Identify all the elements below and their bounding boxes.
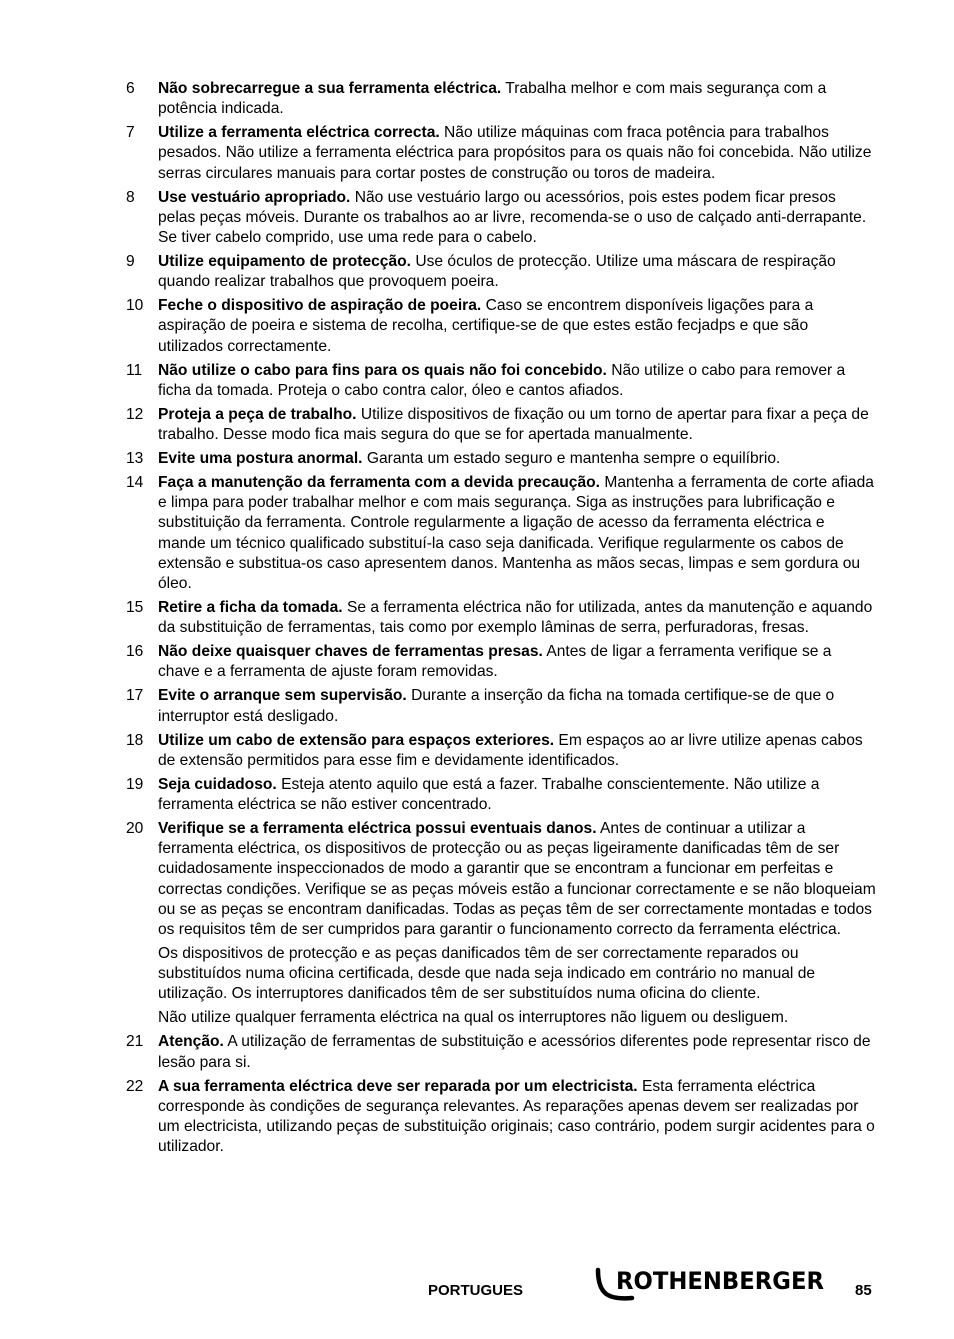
item-body: Garanta um estado seguro e mantenha sempre o equilíbrio. (366, 450, 781, 468)
item-text (158, 79, 876, 119)
list-item (126, 598, 876, 638)
item-title: Utilize um cabo de extensão para espaços exteriores. (158, 731, 555, 749)
item-body: Não use vestuário largo ou acessórios, pois estes podem ficar presos pelas peças móveis. Durante os trabalhos ao ar livre, recomenda-se o uso de calçado anti-derrapante. Se tiver cabelo comprido, use uma rede para o cabelo. (158, 188, 867, 247)
item-title: Feche o dispositivo de aspiração de poeira. (158, 297, 482, 315)
item-number: 14 (126, 474, 144, 492)
item-number: 18 (126, 731, 144, 749)
item-body: Esta ferramenta eléctrica corresponde às condições de segurança relevantes. As reparações apenas devem ser realizadas por um electricista, utilizando peças de substituição originais; caso contrário, podem surgir acidentes para o utilizador. (158, 1077, 875, 1156)
item-title: Não utilize o cabo para fins para os quais não foi concebido. (158, 361, 607, 379)
rothenberger-logo (594, 1262, 834, 1302)
list-item (126, 775, 876, 815)
list-item (126, 79, 876, 119)
item-title: Evite o arranque sem supervisão. (158, 687, 407, 705)
item-number: 11 (126, 361, 143, 379)
page-number: 85 (855, 1282, 872, 1299)
item-number: 22 (126, 1077, 144, 1095)
item-text (158, 1032, 876, 1072)
item-number: 13 (126, 450, 144, 468)
item-extra-paragraph: Não utilize qualquer ferramenta eléctrica na qual os interruptores não liguem ou desliguem. (158, 1009, 789, 1027)
item-number: 15 (126, 599, 144, 617)
item-title: Atenção. (158, 1033, 224, 1051)
item-body: Antes de ligar a ferramenta verifique se a chave e a ferramenta de ajuste foram removidas. (158, 643, 832, 681)
item-body: Em espaços ao ar livre utilize apenas cabos de extensão permitidos para esse fim e devidamente identificados. (158, 731, 863, 769)
item-body: Use óculos de protecção. Utilize uma máscara de respiração quando realizar trabalhos que provoquem poeira. (158, 253, 836, 291)
item-number: 10 (126, 297, 144, 315)
safety-instructions-list (126, 79, 876, 1161)
item-text (158, 296, 876, 357)
footer-language: PORTUGUES (428, 1282, 524, 1299)
item-text (158, 819, 876, 1029)
item-body: Trabalha melhor e com mais segurança com a potência indicada. (158, 80, 827, 118)
item-body: A utilização de ferramentas de substituição e acessórios diferentes pode representar risco de lesão para si. (158, 1033, 871, 1071)
item-number: 17 (126, 687, 144, 705)
item-text (158, 598, 876, 638)
item-text (158, 449, 876, 469)
item-number: 19 (126, 775, 144, 793)
list-item (126, 361, 876, 401)
item-text (158, 123, 876, 184)
item-title: Evite uma postura anormal. (158, 450, 363, 468)
item-text (158, 686, 876, 726)
item-number: 6 (126, 80, 135, 97)
list-item (126, 123, 876, 184)
list-item (126, 731, 876, 771)
item-text (158, 731, 876, 771)
list-item (126, 473, 876, 594)
item-body: Antes de continuar a utilizar a ferramenta eléctrica, os dispositivos de protecção ou as peças ligeiramente danificadas têm de ser cuidadosamente inspeccionados de modo a garantir que se encontram a funcionar em perfeitas e correctas condições. Verifique se as peças móveis estão a funcionar correctamente e se não bloqueiam ou se as peças se encontram danificadas. Todas as peças têm de ser correctamente montadas e todos os requisitos têm de ser cumpridos para garantir o funcionamento correcto da ferramenta eléctrica. (158, 820, 876, 939)
item-title: Seja cuidadoso. (158, 775, 277, 793)
item-number: 8 (126, 188, 135, 206)
item-title: Use vestuário apropriado. (158, 188, 351, 206)
list-item (126, 296, 876, 357)
item-text (158, 252, 876, 292)
item-body: Caso se encontrem disponíveis ligações para a aspiração de poeira e sistema de recolha, certifique-se de que estes estão fecjadps e que são utilizados correctamente. (158, 297, 814, 355)
item-title: Retire a ficha da tomada. (158, 599, 343, 617)
item-title: Não deixe quaisquer chaves de ferramentas presas. (158, 643, 543, 661)
item-text (158, 1077, 876, 1158)
list-item (126, 449, 876, 469)
list-item (126, 188, 876, 249)
item-body: Durante a inserção da ficha na tomada certifique-se de que o interruptor está desligado. (158, 687, 835, 725)
list-item (126, 252, 876, 292)
item-title: Não sobrecarregue a sua ferramenta eléctrica. (158, 80, 502, 97)
item-text (158, 775, 876, 815)
item-title: Faça a manutenção da ferramenta com a devida precaução. (158, 474, 601, 492)
brand-wordmark: ROTHENBERGER (616, 1267, 824, 1295)
item-body: Não utilize o cabo para remover a ficha da tomada. Proteja o cabo contra calor, óleo e cantos afiados. (158, 361, 846, 399)
list-item (126, 405, 876, 445)
item-body: Se a ferramenta eléctrica não for utilizada, antes da manutenção e aquando da substituição de ferramentas, tais como por exemplo lâminas de serra, perfuradoras, fresas. (158, 599, 873, 637)
item-number: 20 (126, 820, 144, 838)
item-extra-paragraph: Os dispositivos de protecção e as peças danificados têm de ser correctamente reparados ou substituídos numa oficina certificada, desde que nada seja indicado em contrário no manual de utilização. Os interruptores danificados têm de ser substituídos numa oficina do cliente. (158, 945, 816, 1003)
item-body: Não utilize máquinas com fraca potência para trabalhos pesados. Não utilize a ferramenta eléctrica para propósitos para os quais não foi concebida. Não utilize serras circulares manuais para cortar postes de construção ou toros de madeira. (158, 124, 872, 182)
item-text (158, 642, 876, 682)
item-title: Utilize equipamento de protecção. (158, 253, 412, 271)
list-item (126, 686, 876, 726)
item-title: Utilize a ferramenta eléctrica correcta. (158, 124, 440, 142)
item-text (158, 405, 876, 445)
item-number: 21 (126, 1033, 144, 1051)
item-number: 9 (126, 253, 135, 271)
item-title: Proteja a peça de trabalho. (158, 405, 357, 423)
item-number: 12 (126, 405, 144, 423)
list-item (126, 1032, 876, 1072)
item-number: 16 (126, 643, 144, 661)
item-text (158, 188, 876, 249)
item-title: Verifique se a ferramenta eléctrica possui eventuais danos. (158, 820, 597, 838)
item-text (158, 361, 876, 401)
list-item (126, 1077, 876, 1158)
item-title: A sua ferramenta eléctrica deve ser reparada por um electricista. (158, 1077, 638, 1095)
item-body: Esteja atento aquilo que está a fazer. Trabalhe conscientemente. Não utilize a ferramenta eléctrica se não estiver concentrado. (158, 775, 820, 814)
item-body: Mantenha a ferramenta de corte afiada e limpa para poder trabalhar melhor e com mais segurança. Siga as instruções para lubrificação e substituição da ferramenta. Controle regularmente a ligação de acesso da ferramenta eléctrica e mande um técnico qualificado substituí-la caso seja danificada. Verifique regularmente os cabos de extensão e substitua-os caso apresentem danos. Mantenha as mãos secas, limpas e sem gordura ou óleo. (158, 474, 874, 593)
page-footer (0, 1260, 954, 1310)
item-number: 7 (126, 124, 135, 142)
list-item (126, 642, 876, 682)
list-item (126, 819, 876, 1029)
item-body: Utilize dispositivos de fixação ou um torno de apertar para fixar a peça de trabalho. Desse modo fica mais segura do que se for apertada manualmente. (158, 405, 869, 444)
item-text (158, 473, 876, 594)
